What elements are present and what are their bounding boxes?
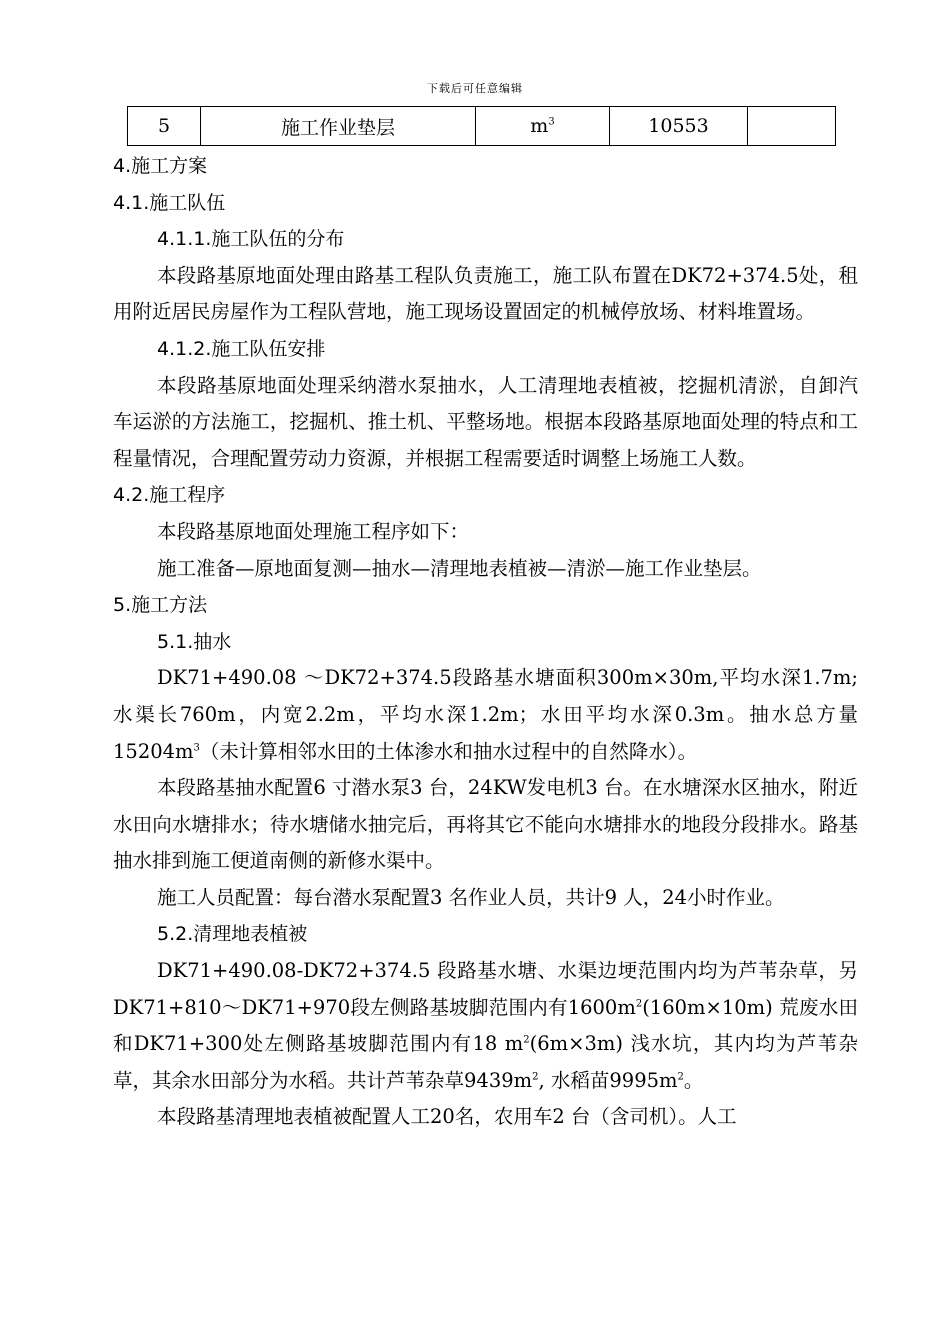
paragraph-4-2-intro: 本段路基原地面处理施工程序如下： <box>157 519 470 543</box>
paragraph-5-1-equipment: 本段路基抽水配置6 寸潜水泵3 台，24KW发电机3 台。在水塘深水区抽水，附近水田向水塘排水；待水塘储水抽完后，再将其它不能向水塘排水的地段分段排水。路基抽水排到施工便道南侧的新修水渠中。 <box>113 776 858 873</box>
paragraph-4-1-1: 本段路基原地面处理由路基工程队负责施工，施工队布置在DK72+374.5处，租用附近居民房屋作为工程队营地，施工现场设置固定的机械停放场、材料堆置场。 <box>113 263 858 324</box>
heading-5-1: 5.1.抽水 <box>157 630 232 653</box>
cell-name: 施工作业垫层 <box>201 107 476 146</box>
superscript: 3 <box>193 742 200 753</box>
superscript: 2 <box>523 1034 530 1046</box>
text-run: DK71+490.08-DK72+374.5 段路基水塘、水渠边埂范围内均为芦苇杂草，另DK71+810～DK71+970段左侧路基坡脚范围内有1600m <box>113 959 858 1019</box>
unit-base: m <box>530 115 549 137</box>
table-row <box>128 107 836 146</box>
document-body <box>113 148 858 1136</box>
paragraph-4-2-sequence: 施工准备—原地面复测—抽水—清理地表植被—清淤—施工作业垫层。 <box>157 556 762 580</box>
unit-sup: 3 <box>548 116 555 128</box>
superscript: 2 <box>677 1071 684 1083</box>
header-note: 下载后可任意编辑 <box>427 82 523 95</box>
paragraph-5-1-volume <box>113 660 858 770</box>
superscript: 2 <box>532 1071 539 1083</box>
text-run: (6m×3m) 浅水坑，其内均为芦苇杂草，其余水田部分为水稻。共计芦苇杂草9439m <box>113 1032 858 1092</box>
heading-5: 5.施工方法 <box>113 594 208 617</box>
heading-5-2: 5.2.清理地表植被 <box>157 923 308 946</box>
paragraph-5-1-staffing: 施工人员配置：每台潜水泵配置3 名作业人员，共计9 人，24小时作业。 <box>157 885 785 909</box>
heading-4-1: 4.1.施工队伍 <box>113 191 226 214</box>
cell-unit <box>476 107 610 146</box>
cell-no: 5 <box>128 107 201 146</box>
heading-4-2: 4.2.施工程序 <box>113 484 226 507</box>
text-run: 。 <box>683 1068 704 1092</box>
cell-quantity: 10553 <box>610 107 748 146</box>
heading-4-1-2: 4.1.2.施工队伍安排 <box>157 337 326 360</box>
quantity-table <box>127 106 836 146</box>
text-run: (160m×10m) 荒废水田和DK71+300处左侧路基坡脚范围内有18 m <box>113 995 858 1056</box>
heading-4: 4.施工方案 <box>113 155 208 177</box>
cell-remark <box>748 107 836 146</box>
paragraph-5-2-staffing: 本段路基清理地表植被配置人工20名，农用车2 台（含司机）。人工 <box>157 1105 737 1129</box>
superscript: 2 <box>635 998 643 1010</box>
heading-4-1-1: 4.1.1.施工队伍的分布 <box>157 228 345 251</box>
text-run: , 水稻苗9995m <box>538 1068 678 1092</box>
text-run: DK71+490.08 ～DK72+374.5段路基水塘面积300m×30m,平均水深1.7m;水渠长760m，内宽2.2m，平均水深1.2m；水田平均水深0.3m。抽水总方量15204m <box>113 666 858 763</box>
text-run: （未计算相邻水田的土体渗水和抽水过程中的自然降水）。 <box>199 739 698 763</box>
paragraph-4-1-2: 本段路基原地面处理采纳潜水泵抽水，人工清理地表植被，挖掘机清淤，自卸汽车运淤的方法施工，挖掘机、推土机、平整场地。根据本段路基原地面处理的特点和工程量情况，合理配置劳动力资源，并根据工程需要适时调整上场施工人数。 <box>113 373 858 470</box>
paragraph-5-2-area <box>113 953 858 1099</box>
